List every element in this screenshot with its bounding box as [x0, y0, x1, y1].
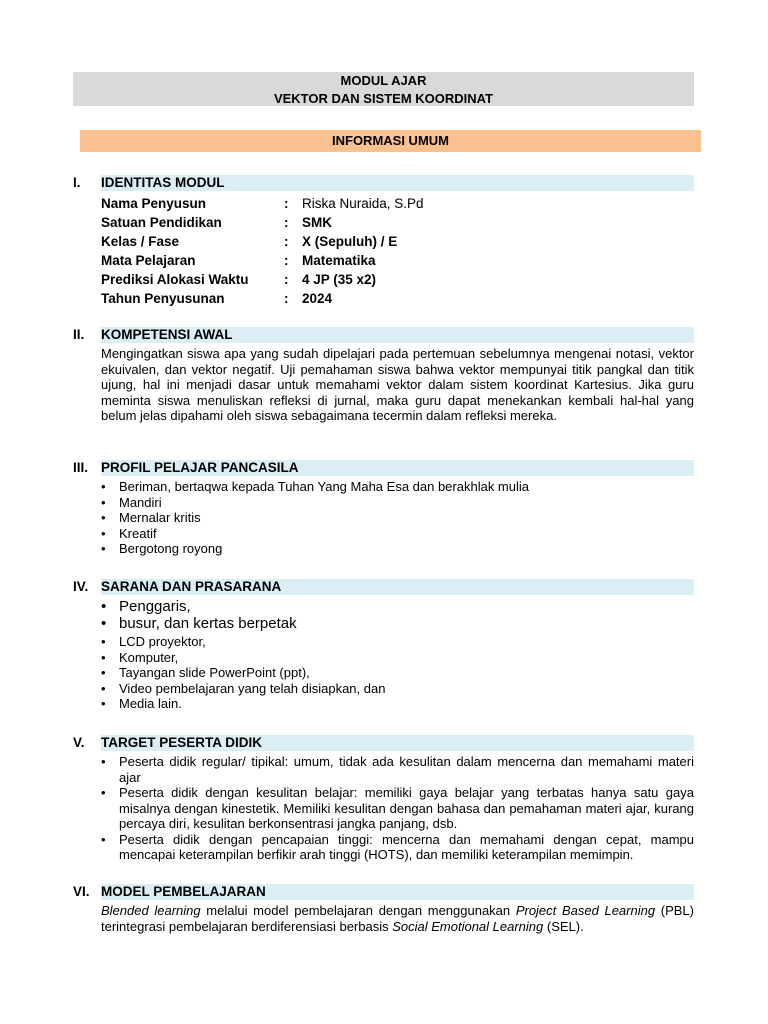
list-item — [101, 615, 694, 632]
list-item-text: Video pembelajaran yang telah disiapkan, dan — [119, 680, 386, 696]
list-item-text: Penggaris, — [119, 598, 191, 615]
list-item-text: Mernalar kritis — [119, 510, 201, 525]
identitas-key: Tahun Penyusunan — [101, 291, 225, 306]
identitas-key: Mata Pelajaran — [101, 253, 196, 268]
identitas-separator: : — [284, 234, 289, 249]
list-item — [101, 495, 694, 511]
module-title-line2: VEKTOR DAN SISTEM KOORDINAT — [273, 91, 494, 106]
identitas-key: Satuan Pendidikan — [101, 215, 222, 230]
model-text-segment: melalui model pembelajaran dengan menggunakan — [200, 903, 516, 918]
list-item-text: Komputer, — [119, 649, 179, 665]
identitas-table — [101, 194, 701, 308]
list-item-text: Peserta didik dengan pencapaian tinggi: mencerna dan memahami dengan cepat, mampu mencapai keterampilan berfikir arah tinggi (HOTS), dan memiliki keterampilan memimpin. — [119, 831, 694, 862]
identitas-value: SMK — [302, 215, 332, 230]
bullet: • — [101, 615, 107, 632]
list-item-text: busur, dan kertas berpetak — [119, 615, 297, 632]
identitas-row — [101, 232, 701, 251]
module-title-line1: MODUL AJAR — [340, 73, 427, 88]
section-title: SARANA DAN PRASARANA — [101, 579, 694, 595]
identitas-row — [101, 194, 701, 213]
bullet: • — [101, 754, 106, 769]
list-item — [101, 696, 694, 712]
list-item — [101, 526, 694, 542]
model-pembelajaran-text — [101, 903, 694, 934]
list-item-text: Mandiri — [119, 494, 162, 510]
section-number: II. — [73, 327, 85, 342]
identitas-key: Nama Penyusun — [101, 196, 207, 211]
identitas-value: Riska Nuraida, S.Pd — [302, 196, 424, 211]
kompetensi-awal-text: Mengingatkan siswa apa yang sudah dipelajari pada pertemuan sebelumnya mengenai notasi, vektor ekuivalen, dan vektor negatif. Uji pemahaman siswa bahwa vektor mempunyai titik pangkal dan titik ujung, hal ini menjadi dasar untuk memahami vektor dalam sistem koordinat Kartesius. Jika guru meminta siswa menuliskan refleksi di jurnal, maka guru dapat menekankan kembali hal-hal yang belum jelas dipahami oleh siswa sebagaimana tecermin dalam refleksi mereka. — [101, 346, 694, 423]
list-item — [101, 598, 694, 615]
bullet: • — [101, 634, 106, 649]
section-sarana-header — [73, 579, 694, 595]
list-item — [101, 832, 694, 863]
section-title: TARGET PESERTA DIDIK — [101, 735, 694, 751]
bullet: • — [101, 479, 106, 494]
list-item — [101, 785, 694, 832]
model-term-blended: Blended learning — [101, 903, 201, 918]
section-title: KOMPETENSI AWAL — [101, 327, 694, 343]
list-item-text: Media lain. — [119, 696, 182, 711]
section-number: III. — [73, 460, 89, 475]
bullet: • — [101, 665, 106, 680]
identitas-separator: : — [284, 291, 289, 306]
identitas-row — [101, 251, 701, 270]
identitas-separator: : — [284, 272, 289, 287]
list-item-text: Bergotong royong — [119, 541, 223, 556]
list-item-text: Peserta didik dengan kesulitan belajar: memiliki gaya belajar yang terbatas hanya satu gaya misalnya dengan kinestetik. Memiliki kesulitan dengan bahasa dan pemahaman materi ajar, kurang percaya diri, kesulitan berkonsentrasi jangka panjang, dsb. — [119, 785, 694, 831]
sarana-list — [101, 634, 694, 712]
identitas-value: 2024 — [302, 291, 333, 306]
list-item — [101, 541, 694, 557]
section-kompetensi-header — [73, 327, 694, 343]
section-profil-header — [73, 460, 694, 476]
identitas-key: Kelas / Fase — [101, 234, 180, 249]
bullet: • — [101, 785, 106, 800]
identitas-row — [101, 289, 701, 308]
section-number: V. — [73, 735, 85, 750]
section-number: I. — [73, 175, 81, 190]
list-item-text: Beriman, bertaqwa kepada Tuhan Yang Maha Esa dan berakhlak mulia — [119, 479, 530, 494]
bullet: • — [101, 541, 106, 556]
section-title: MODEL PEMBELAJARAN — [101, 884, 694, 900]
list-item — [101, 510, 694, 526]
section-model-header — [73, 884, 694, 900]
identitas-row — [101, 213, 701, 232]
identitas-value: 4 JP (35 x2) — [302, 272, 377, 287]
list-item — [101, 665, 694, 681]
bullet: • — [101, 598, 107, 615]
identitas-key: Prediksi Alokasi Waktu — [101, 272, 249, 287]
section-number: VI. — [73, 884, 90, 899]
identitas-value: X (Sepuluh) / E — [302, 234, 398, 249]
identitas-separator: : — [284, 253, 289, 268]
section-title: PROFIL PELAJAR PANCASILA — [101, 460, 694, 476]
bullet: • — [101, 680, 106, 696]
sarana-list-large — [101, 598, 694, 632]
identitas-value: Matematika — [302, 253, 376, 268]
model-text-segment: (SEL). — [543, 918, 584, 934]
model-text-segment: (PBL) terintegrasi pembelajaran berdiferensiasi berbasis — [101, 903, 694, 934]
list-item — [101, 634, 694, 650]
bullet: • — [101, 696, 106, 711]
list-item — [101, 754, 694, 785]
bullet: • — [101, 831, 106, 847]
bullet: • — [101, 494, 106, 510]
list-item-text: Kreatif — [119, 525, 157, 541]
bullet: • — [101, 510, 106, 525]
identitas-separator: : — [284, 196, 289, 211]
list-item — [101, 650, 694, 666]
bullet: • — [101, 649, 106, 665]
module-title-box — [73, 72, 694, 106]
bullet: • — [101, 525, 106, 541]
model-term-pbl: Project Based Learning — [515, 903, 656, 918]
section-title: IDENTITAS MODUL — [101, 175, 694, 191]
list-item-text: Peserta didik regular/ tipikal: umum, tidak ada kesulitan dalam mencerna dan memahami materi ajar — [119, 754, 694, 785]
identitas-separator: : — [284, 215, 289, 230]
info-umum-banner: INFORMASI UMUM — [80, 130, 701, 152]
section-identitas-header — [73, 175, 694, 191]
identitas-row — [101, 270, 701, 289]
model-term-sel: Social Emotional Learning — [392, 918, 544, 934]
list-item — [101, 681, 694, 697]
profil-list — [101, 479, 694, 557]
target-list — [101, 754, 694, 863]
section-target-header — [73, 735, 694, 751]
section-number: IV. — [73, 579, 89, 594]
list-item-text: LCD proyektor, — [119, 634, 206, 649]
list-item-text: Tayangan slide PowerPoint (ppt), — [119, 665, 310, 680]
list-item — [101, 479, 694, 495]
